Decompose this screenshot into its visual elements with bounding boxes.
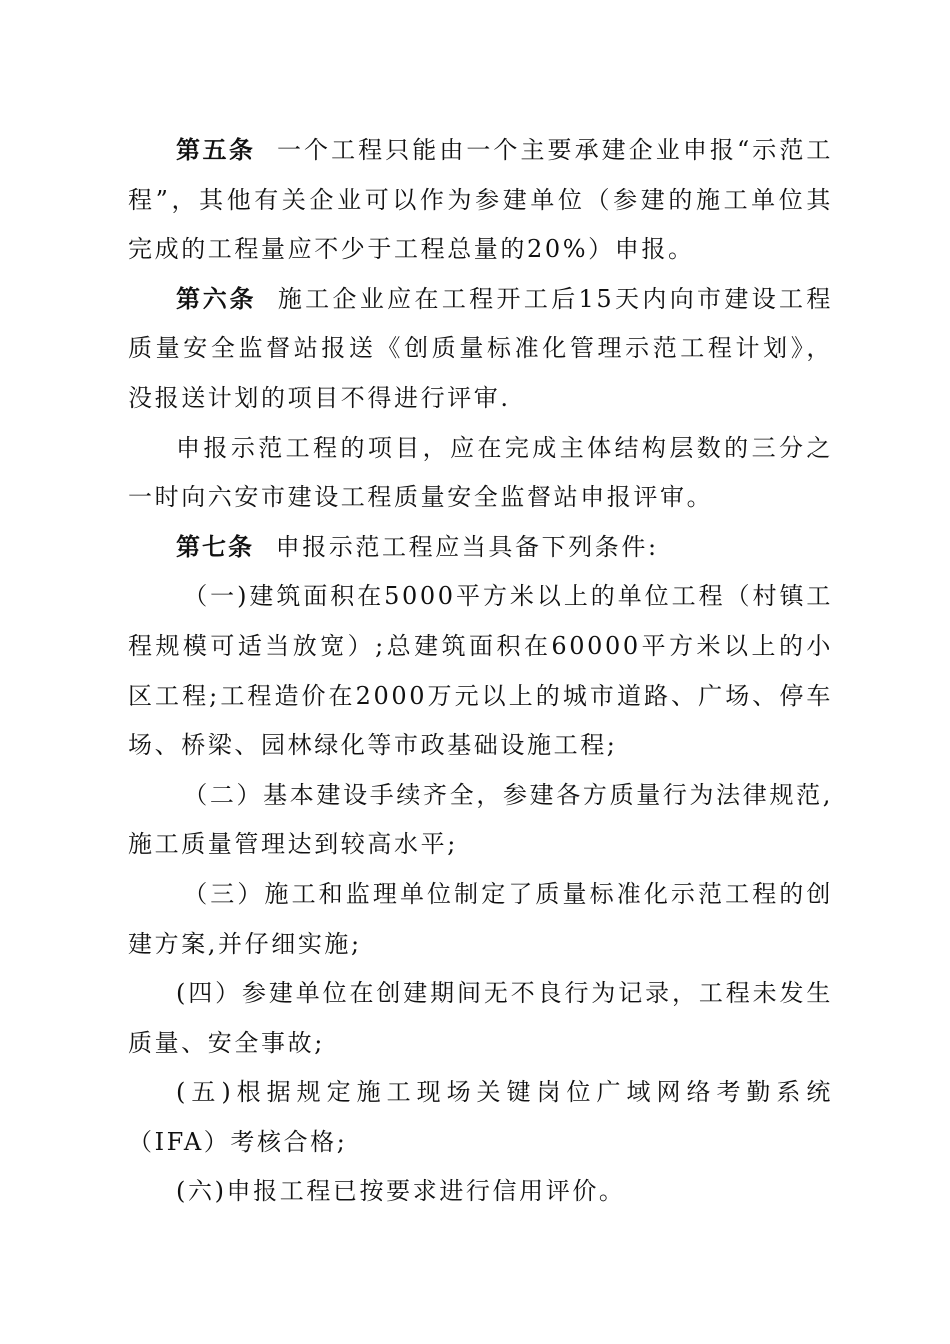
condition-2 bbox=[128, 771, 833, 870]
article-5 bbox=[128, 126, 833, 275]
article-heading: 第六条 bbox=[176, 284, 257, 313]
condition-text: (五)根据规定施工现场关键岗位广域网络考勤系统（IFA）考核合格; bbox=[128, 1078, 833, 1156]
condition-text: (四）参建单位在创建期间无不良行为记录，工程未发生质量、安全事故; bbox=[128, 979, 833, 1057]
article-heading: 第七条 bbox=[176, 532, 254, 561]
article-heading: 第五条 bbox=[176, 136, 256, 164]
article-7 bbox=[128, 523, 833, 573]
condition-4 bbox=[128, 969, 833, 1068]
article-6 bbox=[128, 275, 833, 424]
condition-6 bbox=[128, 1167, 833, 1217]
condition-5 bbox=[128, 1068, 833, 1167]
condition-1 bbox=[128, 572, 833, 770]
condition-text: (六)申报工程已按要求进行信用评价。 bbox=[176, 1177, 626, 1206]
condition-3 bbox=[128, 870, 833, 969]
article-text: 一个工程只能由一个主要承建企业申报“示范工程”，其他有关企业可以作为参建单位（参建的施工单位其完成的工程量应不少于工程总量的20%）申报。 bbox=[128, 136, 833, 264]
condition-text: （三）施工和监理单位制定了质量标准化示范工程的创建方案,并仔细实施; bbox=[128, 879, 833, 958]
article-text: 申报示范工程应当具备下列条件: bbox=[275, 532, 659, 561]
article-text: 施工企业应在工程开工后15天内向市建设工程质量安全监督站报送《创质量标准化管理示范工程计划》，没报送计划的项目不得进行评审. bbox=[128, 284, 833, 412]
article-6-paragraph-2 bbox=[128, 424, 833, 523]
condition-text: （二）基本建设手续齐全，参建各方质量行为法律规范,施工质量管理达到较高水平; bbox=[128, 780, 833, 859]
condition-text: （一)建筑面积在5000平方米以上的单位工程（村镇工程规模可适当放宽）;总建筑面积在60000平方米以上的小区工程;工程造价在2000万元以上的城市道路、广场、停车场、桥梁、园林绿化等市政基础设施工程; bbox=[128, 582, 833, 760]
document-body bbox=[128, 126, 833, 1217]
paragraph-text: 申报示范工程的项目，应在完成主体结构层数的三分之一时向六安市建设工程质量安全监督站申报评审。 bbox=[128, 433, 833, 512]
